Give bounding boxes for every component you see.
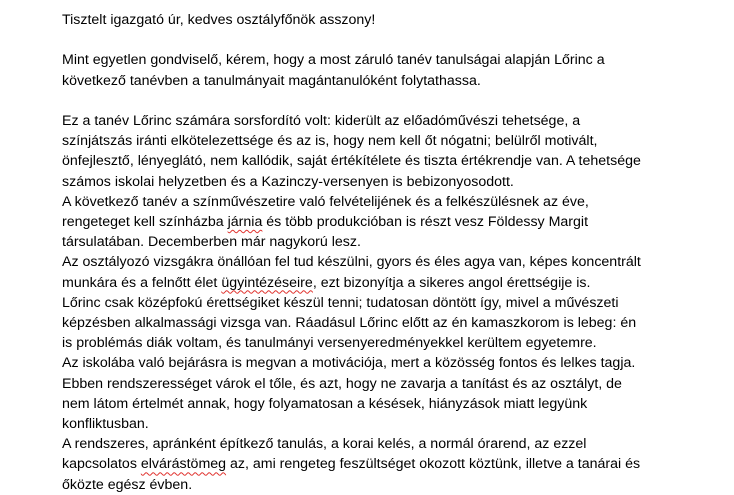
text-segment: rengeteget kell színházba <box>62 214 228 230</box>
body-line: nem látom értelmét annak, hogy folyamatosan a késések, hiányzások miatt legyünk <box>62 395 588 412</box>
text-segment: az, ami rengeteg feszültséget okozott köztünk, illetve a tanárai és <box>226 456 641 473</box>
body-line <box>62 273 734 293</box>
body-line: Az osztályozó vizsgákra önállóan fel tud készülni, gyors és éles agya van, képes koncentrált <box>62 254 641 271</box>
spellcheck-flagged-word[interactable]: ügyintézéseire <box>221 274 313 291</box>
body-line: is problémás diák voltam, és tanulmányi versenyeredményekkel kerültem egyetemre. <box>62 335 597 352</box>
text-segment: és több produkcióban is részt vesz Földessy Margit <box>262 214 589 230</box>
body-line: képzésben alkalmassági vizsga van. Ráadásul Lőrinc előtt az én kamaszkorom is lebeg: én <box>62 315 637 332</box>
paragraph-spacer <box>62 91 734 111</box>
body-line <box>62 454 734 474</box>
text-segment: kapcsolatos <box>62 456 141 473</box>
body-line: színjátszás iránti elkötelezettsége és az is, hogy nem kell őt nógatni; belülről motivált, <box>62 133 598 150</box>
body-line: társulatában. Decemberben már nagykorú lesz. <box>62 234 361 251</box>
body-line: konfliktusban. <box>62 416 149 433</box>
text-segment: , ezt bizonyítja a sikeres angol érettségije is. <box>312 274 591 291</box>
body-line: Ez a tanév Lőrinc számára sorsfordító volt: kiderült az előadóművészi tehetsége, a <box>62 112 581 129</box>
body-line: önfejlesztő, lényeglátó, nem kallódik, saját értékítélete és tiszta értékrendje van. A tehetsége <box>62 153 641 170</box>
body-line: őközte egész évben. <box>62 476 193 493</box>
intro-paragraph <box>62 50 734 90</box>
text-segment: munkára és a felnőtt élet <box>62 274 222 291</box>
body-line: Lőrinc csak középfokú érettségiket készül tenni; tudatosan döntött így, mivel a művészeti <box>62 294 619 311</box>
body-line: Az iskolába való bejárásra is megvan a motivációja, mert a közösség fontos és lelkes tagja. <box>62 355 636 372</box>
body-line: A következő tanév a színművészetire való felvételijének és a felkészülésnek az éve, <box>62 193 589 210</box>
greeting-line: Tisztelt igazgató úr, kedves osztályfőnök asszony! <box>62 12 376 28</box>
spellcheck-flagged-word[interactable]: elvárástömeg <box>140 456 227 473</box>
paragraph-spacer <box>62 30 734 50</box>
body-paragraphs <box>62 111 734 495</box>
letter-document <box>62 10 734 495</box>
body-line <box>62 212 734 232</box>
intro-line: következő tanévben a tanulmányait magántanulóként folytathassa. <box>62 72 481 89</box>
intro-line: Mint egyetlen gondviselő, kérem, hogy a most záruló tanév tanulságai alapján Lőrinc a <box>62 52 605 69</box>
body-line: A rendszeres, apránként építkező tanulás, a korai kelés, a normál órarend, az ezzel <box>62 436 587 453</box>
body-line: számos iskolai helyzetben és a Kazinczy-versenyen is bebizonyosodott. <box>62 173 514 190</box>
body-line: Ebben rendszerességet várok el tőle, és azt, hogy ne zavarja a tanítást és az osztályt, de <box>62 375 622 392</box>
spellcheck-flagged-word[interactable]: járnia <box>227 214 263 230</box>
